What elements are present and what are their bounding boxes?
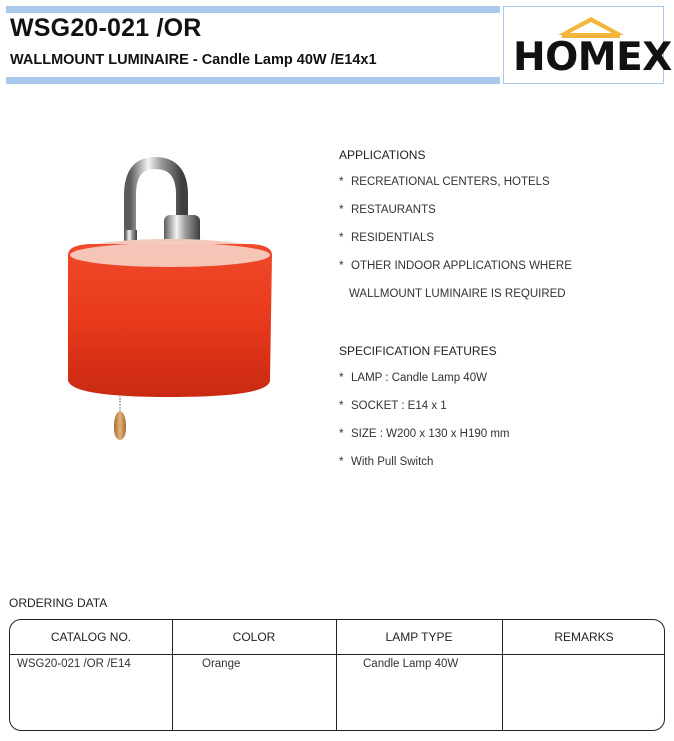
application-item: * RECREATIONAL CENTERS, HOTELS bbox=[339, 176, 550, 188]
header-rule-bottom bbox=[6, 77, 500, 84]
specification-title: SPECIFICATION FEATURES bbox=[339, 344, 497, 358]
application-item: * RESIDENTIALS bbox=[339, 232, 435, 244]
header-divider bbox=[10, 654, 664, 655]
column-header-color: COLOR bbox=[232, 630, 276, 644]
cell-catalog-no: WSG20-021 /OR /E14 bbox=[17, 658, 131, 670]
model-number: WSG20-021 /OR bbox=[10, 14, 202, 42]
application-item: * OTHER INDOOR APPLICATIONS WHERE bbox=[339, 260, 572, 272]
spec-item: * SOCKET : E14 x 1 bbox=[339, 400, 447, 412]
spec-item: * LAMP : Candle Lamp 40W bbox=[339, 372, 487, 384]
column-header-lamp-type: LAMP TYPE bbox=[385, 630, 453, 644]
product-subtitle: WALLMOUNT LUMINAIRE - Candle Lamp 40W /E14x1 bbox=[10, 52, 377, 68]
ordering-table bbox=[9, 619, 665, 731]
application-continuation: WALLMOUNT LUMINAIRE IS REQUIRED bbox=[349, 288, 566, 300]
applications-title: APPLICATIONS bbox=[339, 148, 426, 162]
spec-item: * SIZE : W200 x 130 x H190 mm bbox=[339, 428, 510, 440]
header-rule-top bbox=[6, 6, 500, 13]
cell-color: Orange bbox=[202, 658, 241, 670]
column-header-catalog: CATALOG NO. bbox=[50, 630, 132, 644]
column-header-remarks: REMARKS bbox=[554, 630, 614, 644]
brand-logo bbox=[503, 6, 672, 84]
ordering-data-label: ORDERING DATA bbox=[9, 596, 108, 610]
spec-item: * With Pull Switch bbox=[339, 456, 434, 468]
application-item: * RESTAURANTS bbox=[339, 204, 436, 216]
cell-lamp-type: Candle Lamp 40W bbox=[363, 658, 459, 670]
logo-text: HOMEX bbox=[513, 35, 672, 80]
product-image bbox=[60, 155, 280, 450]
